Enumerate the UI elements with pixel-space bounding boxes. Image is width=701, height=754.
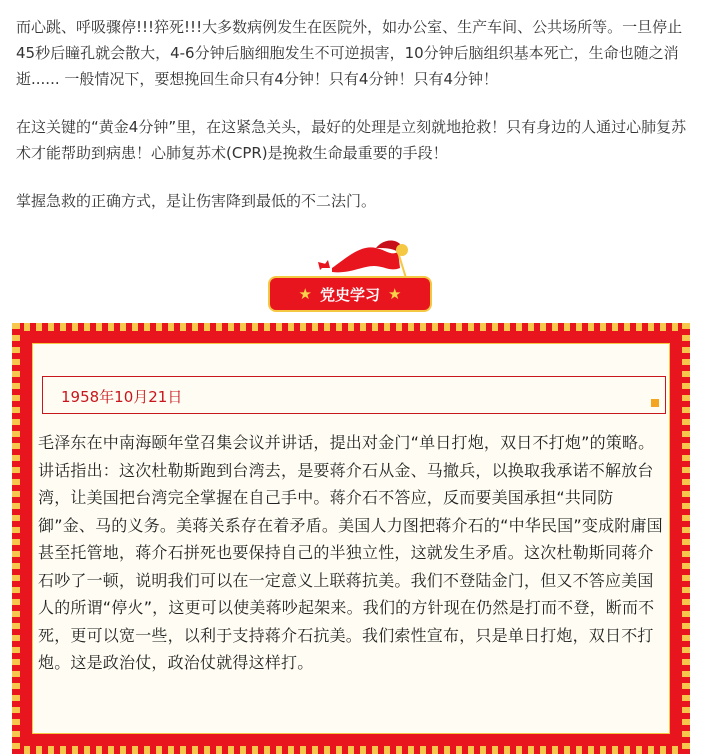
card-border-stripe bbox=[682, 323, 690, 754]
history-body-text: 毛泽东在中南海颐年堂召集会议并讲话，提出对金门“单日打炮，双日不打炮”的策略。讲话指出：这次杜勒斯跑到台湾去，是要蒋介石从金、马撤兵，以换取我承诺不解放台湾，让美国把台湾完全掌握在自己手中。蒋介石不答应，反而要美国承担“共同防御”金、马的义务。美蒋关系存在着矛盾。美国人力图把蒋介石的“中华民国”变成附庸国甚至托管地，蒋介石拼死也要保持自己的半独立性，这就发生矛盾。这次杜勒斯同蒋介石吵了一顿，说明我们可以在一定意义上联蒋抗美。我们不登陆金门，但又不答应美国人的所谓“停火”，这更可以使美蒋吵起架来。我们的方针现在仍然是打而不登，断而不死，更可以宽一些，以利于支持蒋介石抗美。我们索性宣布，只是单日打炮，双日不打炮。这是政治仗，政治仗就得这样打。 bbox=[38, 433, 663, 672]
badge-label: 党史学习 bbox=[319, 285, 380, 304]
intro-paragraph-3: 掌握急救的正确方式，是让伤害降到最低的不二法门。 bbox=[16, 192, 377, 210]
intro-paragraph-1: 而心跳、呼吸骤停!!!猝死!!!大多数病例发生在医院外，如办公室、生产车间、公共场所等。一旦停止45秒后瞳孔就会散大，4-6分钟后脑细胞发生不可逆损害，10分钟后脑组织基本死亡，生命也随之消逝...... 一般情况下，要想挽回生命只有4分钟！只有4分钟！只有4分钟！ bbox=[16, 18, 683, 88]
red-flag-with-dove-icon bbox=[314, 238, 414, 280]
star-icon: ★ bbox=[388, 285, 402, 303]
party-history-badge bbox=[268, 276, 432, 312]
card-border-stripe bbox=[12, 323, 690, 331]
date-box bbox=[42, 376, 666, 414]
history-card bbox=[12, 323, 690, 754]
intro-paragraph-2: 在这关键的“黄金4分钟”里，在这紧急关头，最好的处理是立刻就地抢救！只有身边的人通过心肺复苏术才能帮助到病患！心肺复苏术(CPR)是挽救生命最重要的手段！ bbox=[16, 118, 687, 162]
corner-square-icon bbox=[651, 399, 659, 407]
card-border-stripe bbox=[12, 746, 690, 754]
star-icon: ★ bbox=[298, 285, 312, 303]
section-header bbox=[268, 238, 438, 316]
card-border-stripe bbox=[12, 323, 20, 754]
intro-section bbox=[16, 14, 688, 214]
date-label: 1958年10月21日 bbox=[61, 388, 183, 406]
